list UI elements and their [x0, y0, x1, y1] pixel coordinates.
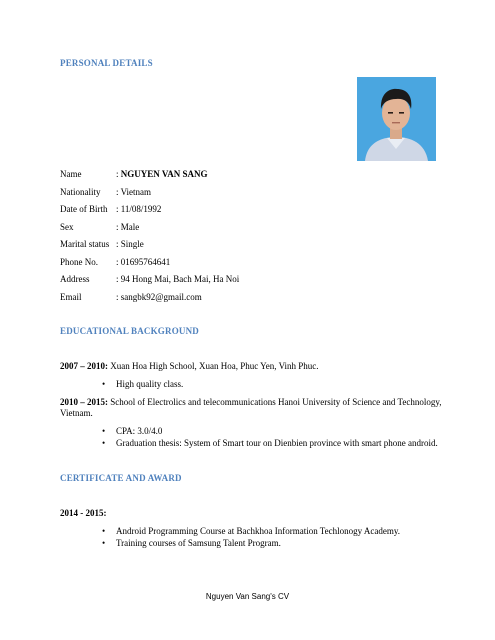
- education-years: 2007 – 2010:: [60, 361, 108, 371]
- field-value: : 11/08/1992: [116, 204, 162, 214]
- education-years: 2010 – 2015:: [60, 397, 108, 407]
- list-item-text: Training courses of Samsung Talent Program.: [116, 538, 281, 548]
- bullet-icon: •: [102, 526, 106, 536]
- section-title-education: EDUCATIONAL BACKGROUND: [60, 326, 199, 336]
- section-title-personal-details: PERSONAL DETAILS: [60, 58, 153, 68]
- field-label: Date of Birth: [60, 204, 108, 214]
- education-entry-university: [60, 397, 442, 419]
- education-entry-highschool: [60, 361, 442, 372]
- field-label: Email: [60, 292, 82, 302]
- education-text: School of Electrolics and telecommunications Hanoi University of Science and Technology, Vietnam.: [60, 397, 442, 418]
- field-label: Address: [60, 274, 90, 284]
- page-footer: Nguyen Van Sang's CV: [205, 592, 290, 601]
- certificate-years: [60, 508, 442, 519]
- field-value: : NGUYEN VAN SANG: [116, 169, 208, 179]
- education-text: Xuan Hoa High School, Xuan Hoa, Phuc Yen, Vinh Phuc.: [108, 361, 319, 371]
- list-item-text: Graduation thesis: System of Smart tour on Dienbien province with smart phone android.: [116, 438, 438, 448]
- field-value: : sangbk92@gmail.com: [116, 292, 202, 302]
- name-value: NGUYEN VAN SANG: [120, 169, 208, 179]
- section-title-certificate: CERTIFICATE AND AWARD: [60, 473, 182, 483]
- field-value: : Vietnam: [116, 187, 152, 197]
- field-label: Nationality: [60, 187, 101, 197]
- field-value: : 94 Hong Mai, Bach Mai, Ha Noi: [116, 274, 240, 284]
- bullet-icon: •: [102, 379, 106, 389]
- certificate-years-text: 2014 - 2015:: [60, 508, 107, 518]
- bullet-icon: •: [102, 538, 106, 548]
- field-value: : 01695764641: [116, 257, 171, 267]
- field-value: : Single: [116, 239, 144, 249]
- bullet-icon: •: [102, 426, 106, 436]
- bullet-icon: •: [102, 438, 106, 448]
- field-label: Name: [60, 169, 82, 179]
- person-portrait-image: [357, 77, 436, 161]
- list-item-text: High quality class.: [116, 379, 184, 389]
- list-item-text: CPA: 3.0/4.0: [116, 426, 163, 436]
- field-value: : Male: [116, 222, 140, 232]
- field-label: Sex: [60, 222, 74, 232]
- field-label: Phone No.: [60, 257, 98, 267]
- profile-photo: [357, 77, 436, 161]
- list-item-text: Android Programming Course at Bachkhoa Information Techlonogy Academy.: [116, 526, 401, 536]
- field-label: Marital status: [60, 239, 110, 249]
